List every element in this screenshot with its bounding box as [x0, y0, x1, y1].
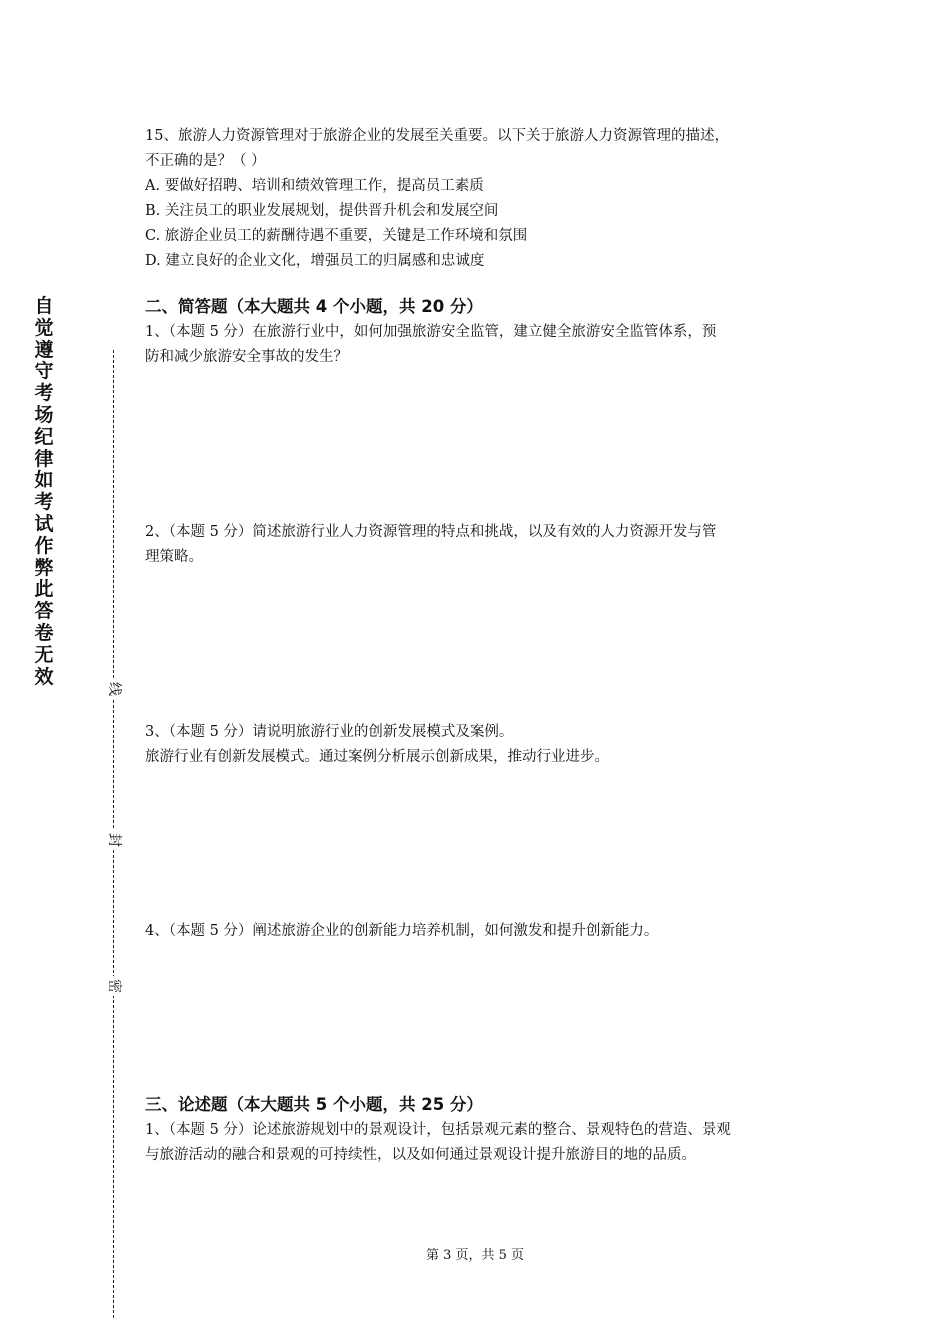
- section-3-title: 三、论述题（本大题共 5 个小题，共 25 分）: [145, 1095, 483, 1114]
- seal-char-seal: 封: [104, 830, 124, 850]
- exam-content: [145, 124, 815, 1168]
- option-a: A. 要做好招聘、培训和绩效管理工作，提高员工素质: [145, 178, 484, 194]
- section-2-title: 二、简答题（本大题共 4 个小题，共 20 分）: [145, 297, 483, 316]
- question-line: 1、（本题 5 分）论述旅游规划中的景观设计，包括景观元素的整合、景观特色的营造、景观: [145, 1122, 731, 1138]
- question-line: 与旅游活动的融合和景观的可持续性，以及如何通过景观设计提升旅游目的地的品质。: [145, 1147, 696, 1163]
- question-line: 2、（本题 5 分）简述旅游行业人力资源管理的特点和挑战，以及有效的人力资源开发与管: [145, 524, 717, 540]
- essay-question-1: [145, 1118, 815, 1168]
- question-15-stem-line1: 15、旅游人力资源管理对于旅游企业的发展至关重要。以下关于旅游人力资源管理的描述，: [145, 128, 729, 144]
- question-line: 3、（本题 5 分）请说明旅游行业的创新发展模式及案例。: [145, 724, 514, 740]
- seal-char-secret: 密: [104, 976, 124, 996]
- seal-char-line: 线: [104, 679, 124, 699]
- question-line: 理策略。: [145, 549, 203, 565]
- option-c: C. 旅游企业员工的薪酬待遇不重要，关键是工作环境和氛围: [145, 228, 528, 244]
- exam-discipline-notice: 自觉遵守考场纪律如考试作弊此答卷无效: [34, 295, 54, 688]
- question-line: 旅游行业有创新发展模式。通过案例分析展示创新成果，推动行业进步。: [145, 749, 609, 765]
- question-line: 4、（本题 5 分）阐述旅游企业的创新能力培养机制，如何激发和提升创新能力。: [145, 923, 659, 939]
- page-footer: 第 3 页，共 5 页: [425, 1248, 525, 1263]
- answer-space: [145, 770, 815, 919]
- short-answer-question-1: [145, 320, 815, 370]
- option-b: B. 关注员工的职业发展规划，提供晋升机会和发展空间: [145, 203, 499, 219]
- answer-space: [145, 570, 815, 720]
- question-15-stem-line2: 不正确的是？（ ）: [145, 153, 266, 169]
- short-answer-question-2: [145, 520, 815, 570]
- answer-space: [145, 944, 815, 1092]
- question-line: 1、（本题 5 分）在旅游行业中，如何加强旅游安全监管，建立健全旅游安全监管体系，预: [145, 324, 717, 340]
- option-d: D. 建立良好的企业文化，增强员工的归属感和忠诚度: [145, 253, 485, 269]
- short-answer-question-3: [145, 720, 815, 770]
- short-answer-question-4: [145, 919, 815, 944]
- question-line: 防和减少旅游安全事故的发生？: [145, 349, 348, 365]
- answer-space: [145, 370, 815, 520]
- question-15: [145, 124, 815, 274]
